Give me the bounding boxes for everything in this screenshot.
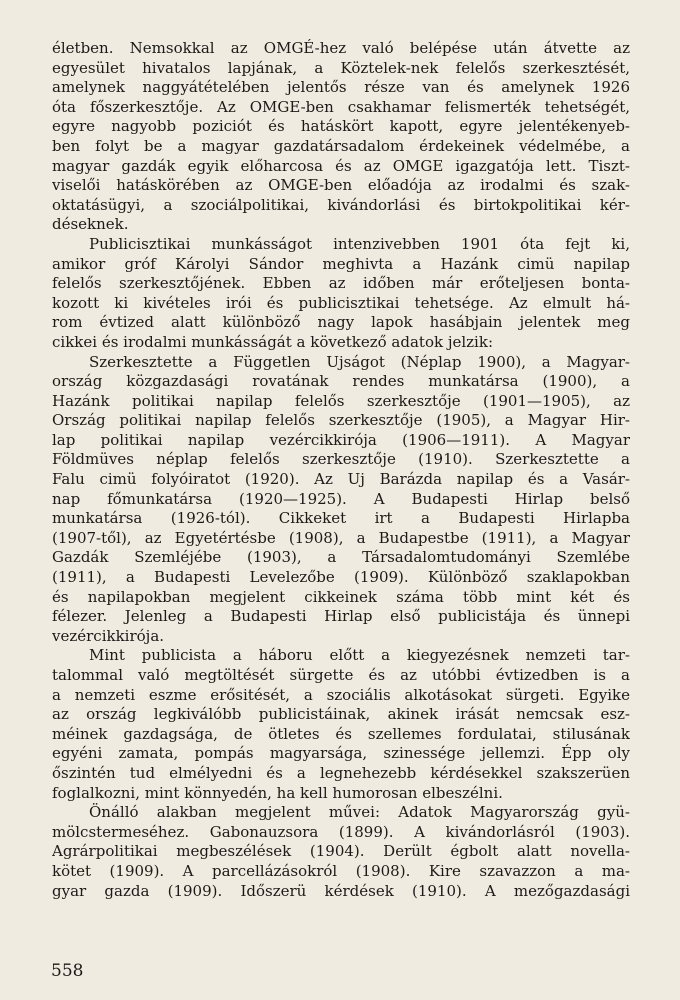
text-line: cikkei és irodalmi munkásságát a következő adatok jelzik: (52, 332, 493, 351)
text-line: (1907-től), az Egyetértésbe (1908), a Budapestbe (1911), a Magyar (52, 528, 630, 547)
text-line: Gazdák Szemléjébe (1903), a Társadalomtudományi Szemlébe (52, 548, 630, 567)
text-line: Publicisztikai munkásságot intenzivebben 1901 óta fejt ki, (89, 234, 630, 253)
text-line: mölcstermeséhez. Gabonauzsora (1899). A kivándorlásról (1903). (52, 822, 630, 841)
text-line: a nemzeti eszme erősitését, a szociális alkotásokat sürgeti. Egyike (52, 685, 630, 704)
text-line: kozott ki kivételes irói és publicisztikai tehetsége. Az elmult há- (52, 293, 630, 312)
text-line: és napilapokban megjelent cikkeinek száma több mint két és (52, 587, 630, 606)
text-line: magyar gazdák egyik előharcosa és az OMGE igazgatója lett. Tiszt- (52, 156, 630, 175)
text-line: kötet (1909). A parcellázásokról (1908). Kire szavazzon a ma- (52, 861, 630, 880)
page-number: 558 (51, 961, 84, 981)
text-line: ben folyt be a magyar gazdatársadalom érdekeinek védelmébe, a (52, 136, 630, 155)
text-line: méinek gazdagsága, de ötletes és szellemes fordulatai, stilusának (52, 724, 630, 743)
text-line: amikor gróf Károlyi Sándor meghivta a Hazánk cimü napilap (52, 254, 630, 273)
text-line: déseknek. (52, 215, 129, 234)
text-line: egyesület hivatalos lapjának, a Köztelek-nek felelős szerkesztését, (52, 58, 630, 77)
text-line: Agrárpolitikai megbeszélések (1904). Derült égbolt alatt novella- (52, 842, 630, 861)
text-line: az ország legkiválóbb publicistáinak, akinek irását nemcsak esz- (52, 705, 630, 724)
text-line: félezer. Jelenleg a Budapesti Hirlap első publicistája és ünnepi (52, 607, 630, 626)
text-line: ország közgazdasági rovatának rendes munkatársa (1900), a (52, 372, 630, 391)
text-line: gyar gazda (1909). Időszerü kérdések (1910). A mezőgazdasági (52, 881, 630, 900)
text-line: talommal való megtöltését sürgette és az utóbbi évtizedben is a (52, 666, 630, 684)
text-line: viselői hatáskörében az OMGE-ben előadója az irodalmi és szak- (52, 176, 630, 195)
text-line: őszintén tud elmélyedni és a legnehezebb kérdésekkel szakszerüen (52, 763, 630, 782)
body-text (52, 39, 630, 901)
text-line: vezércikkirója. (52, 626, 165, 645)
text-line: életben. Nemsokkal az OMGÉ-hez való belépése után átvette az (52, 39, 630, 57)
text-line: Ország politikai napilap felelős szerkesztője (1905), a Magyar Hir- (52, 411, 630, 430)
text-line: egyre nagyobb poziciót és hatáskört kapott, egyre jelentékenyeb- (52, 117, 630, 136)
text-line: Mint publicista a háboru előtt a kiegyezésnek nemzeti tar- (89, 646, 630, 665)
text-line: felelős szerkesztőjének. Ebben az időben már erőteljesen bonta- (52, 274, 630, 293)
text-line: rom évtized alatt különböző nagy lapok hasábjain jelentek meg (52, 313, 630, 332)
text-line: Földmüves néplap felelős szerkesztője (1910). Szerkesztette a (52, 450, 630, 469)
text-line: Hazánk politikai napilap felelős szerkesztője (1901—1905), az (52, 391, 630, 410)
text-line: Önálló alakban megjelent művei: Adatok Magyarország gyü- (89, 803, 630, 822)
text-line: (1911), a Budapesti Levelezőbe (1909). Különböző szaklapokban (52, 568, 630, 587)
text-line: lap politikai napilap vezércikkirója (1906—1911). A Magyar (52, 430, 630, 449)
text-line: munkatársa (1926-tól). Cikkeket irt a Budapesti Hirlapba (52, 509, 630, 528)
text-line: óta főszerkesztője. Az OMGE-ben csakhamar felismerték tehetségét, (52, 97, 630, 116)
text-line: Falu cimü folyóiratot (1920). Az Uj Barázda napilap és a Vasár- (52, 470, 630, 489)
text-line: nap főmunkatársa (1920—1925). A Budapesti Hirlap belső (52, 489, 630, 508)
text-line: egyéni zamata, pompás magyarsága, szinessége jellemzi. Épp oly (52, 744, 630, 763)
text-line: foglalkozni, mint könnyedén, ha kell humorosan elbeszélni. (52, 783, 503, 802)
text-line: oktatásügyi, a szociálpolitikai, kivándorlási és birtokpolitikai kér- (52, 195, 630, 214)
text-line: amelynek naggyátételében jelentős része van és amelynek 1926 (52, 78, 630, 97)
text-line: Szerkesztette a Független Ujságot (Néplap 1900), a Magyar- (89, 352, 630, 371)
